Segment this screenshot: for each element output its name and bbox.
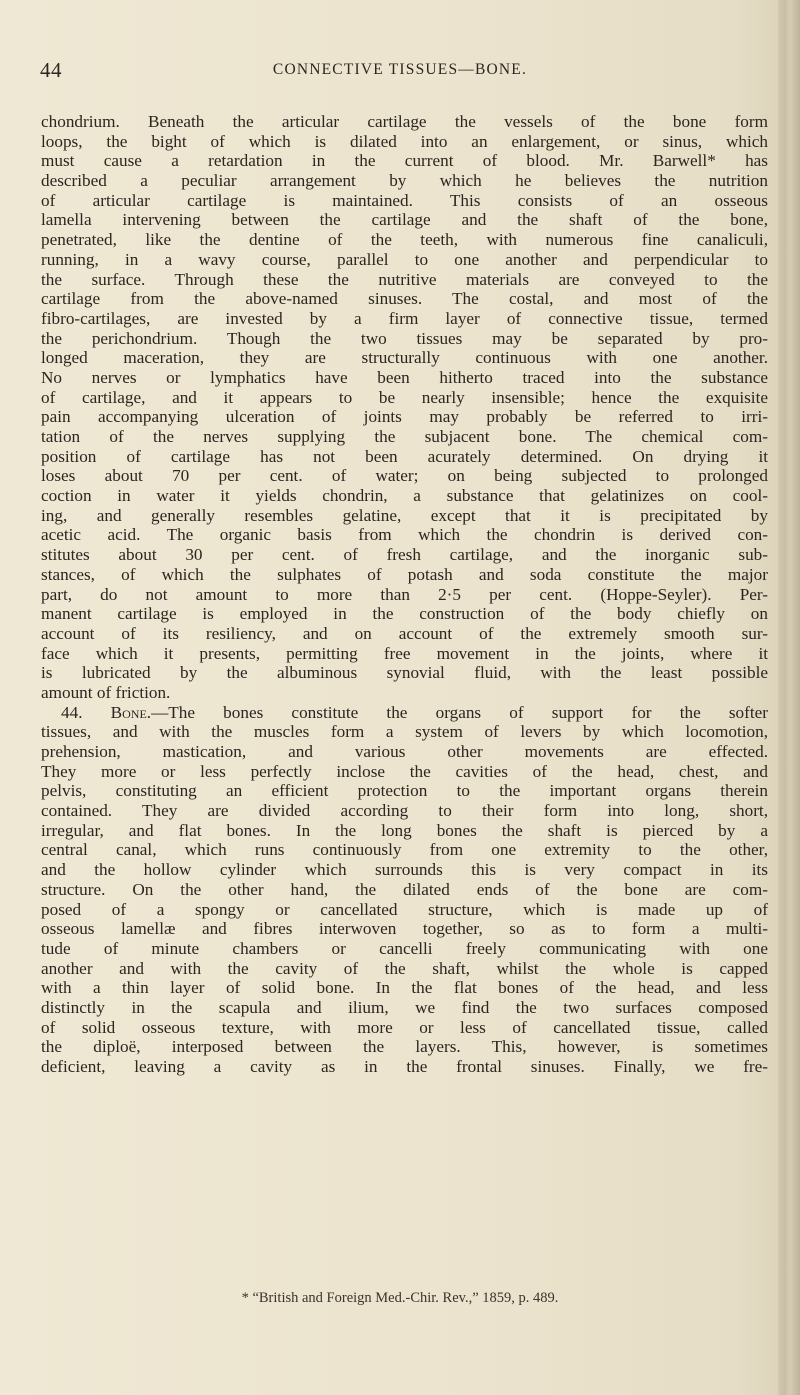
text-line: and the hollow cylinder which surrounds this is very compact in its xyxy=(41,860,768,880)
text-line: stances, of which the sulphates of potash and soda constitute the major xyxy=(41,564,768,584)
text-line: part, do not amount to more than 2·5 per cent. (Hoppe-Seyler). Per- xyxy=(41,584,768,604)
text-line: chondrium. Beneath the articular cartilage the vessels of the bone form xyxy=(41,112,768,131)
text-line: tude of minute chambers or cancelli freely communicating with one xyxy=(41,938,768,958)
text-line: manent cartilage is employed in the construction of the body chiefly on xyxy=(41,604,768,624)
text-line: must cause a retardation in the current of blood. Mr. Barwell* has xyxy=(41,151,768,171)
text-line: face which it presents, permitting free movement in the joints, where it xyxy=(41,643,768,663)
text-line: loses about 70 per cent. of water; on being subjected to prolonged xyxy=(41,466,768,486)
text-line: penetrated, like the dentine of the teeth, with numerous fine canaliculi, xyxy=(41,230,768,250)
text-line: of solid osseous texture, with more or less of cancellated tissue, called xyxy=(41,1017,768,1037)
text-line: distinctly in the scapula and ilium, we find the two surfaces composed xyxy=(41,997,768,1017)
text-line: fibro-cartilages, are invested by a firm layer of connective tissue, termed xyxy=(41,308,768,328)
text-line: amount of friction. xyxy=(41,682,171,702)
text-line: No nerves or lymphatics have been hitherto traced into the substance xyxy=(41,367,768,387)
text-line: pelvis, constituting an efficient protection to the important organs therein xyxy=(41,781,768,801)
text-line: the perichondrium. Though the two tissues may be separated by pro- xyxy=(41,328,768,348)
text-line: osseous lamellæ and fibres interwoven together, so as to form a multi- xyxy=(41,919,768,939)
text-line: described a peculiar arrangement by which he believes the nutrition xyxy=(41,171,768,191)
paragraph-cartilage xyxy=(41,112,768,703)
text-line: They more or less perfectly inclose the cavities of the head, chest, and xyxy=(41,761,768,781)
text-line: tissues, and with the muscles form a system of levers by which locomotion, xyxy=(41,722,768,742)
text-line: pain accompanying ulceration of joints may probably be referred to irri- xyxy=(41,407,768,427)
text-line: ing, and generally resembles gelatine, except that it is precipitated by xyxy=(41,505,768,525)
text-line: position of cartilage has not been acurately determined. On drying it xyxy=(41,446,768,466)
text-line: posed of a spongy or cancellated structure, which is made up of xyxy=(41,899,768,919)
text-line: the surface. Through these the nutritive materials are conveyed to the xyxy=(41,269,768,289)
page-number: 44 xyxy=(40,58,62,82)
footnote: * “British and Foreign Med.-Chir. Rev.,” 1859, p. 489. xyxy=(241,1290,559,1306)
text-line: lamella intervening between the cartilage and the shaft of the bone, xyxy=(41,210,768,230)
text-line: coction in water it yields chondrin, a substance that gelatinizes on cool- xyxy=(41,486,768,506)
text-line: of articular cartilage is maintained. This consists of an osseous xyxy=(41,190,768,210)
text-line: central canal, which runs continuously from one extremity to the other, xyxy=(41,840,768,860)
paragraph-bone xyxy=(41,703,768,1077)
text-line: irregular, and flat bones. In the long bones the shaft is pierced by a xyxy=(41,820,768,840)
section-first-line xyxy=(41,703,768,723)
text-line: tation of the nerves supplying the subjacent bone. The chemical com- xyxy=(41,427,768,446)
running-title: CONNECTIVE TISSUES—BONE. xyxy=(272,61,528,78)
text-line: with a thin layer of solid bone. In the flat bones of the head, and less xyxy=(41,978,768,998)
text-line: cartilage from the above-named sinuses. The costal, and most of the xyxy=(41,289,768,309)
text-line: prehension, mastication, and various other movements are effected. xyxy=(41,742,768,761)
text-line: loops, the bight of which is dilated into an enlargement, or sinus, which xyxy=(41,131,768,151)
text-line: structure. On the other hand, the dilated ends of the bone are com- xyxy=(41,879,768,899)
text-line: is lubricated by the albuminous synovial fluid, with the least possible xyxy=(41,663,768,683)
text-line: running, in a wavy course, parallel to one another and perpendicular to xyxy=(41,249,768,269)
text-line: deficient, leaving a cavity as in the frontal sinuses. Finally, we fre- xyxy=(41,1057,768,1076)
text-line: longed maceration, they are structurally continuous with one another. xyxy=(41,348,768,368)
page-edge-shadow xyxy=(778,0,800,1395)
section-heading: Bone. xyxy=(110,702,152,722)
text-line: of cartilage, and it appears to be nearly insensible; hence the exquisite xyxy=(41,387,768,407)
text-line: contained. They are divided according to their form into long, short, xyxy=(41,801,768,821)
text-line: the diploë, interposed between the layers. This, however, is sometimes xyxy=(41,1037,768,1057)
body-text xyxy=(41,112,768,1077)
page-header xyxy=(0,58,800,88)
text-line: account of its resiliency, and on account of the extremely smooth sur- xyxy=(41,623,768,643)
text-line: another and with the cavity of the shaft, whilst the whole is capped xyxy=(41,958,768,978)
section-number: 44. xyxy=(61,702,83,722)
section-first-line-text: —The bones constitute the organs of support for the softer xyxy=(151,702,768,722)
text-line: stitutes about 30 per cent. of fresh cartilage, and the inorganic sub- xyxy=(41,545,768,565)
text-line: acetic acid. The organic basis from which the chondrin is derived con- xyxy=(41,525,768,545)
